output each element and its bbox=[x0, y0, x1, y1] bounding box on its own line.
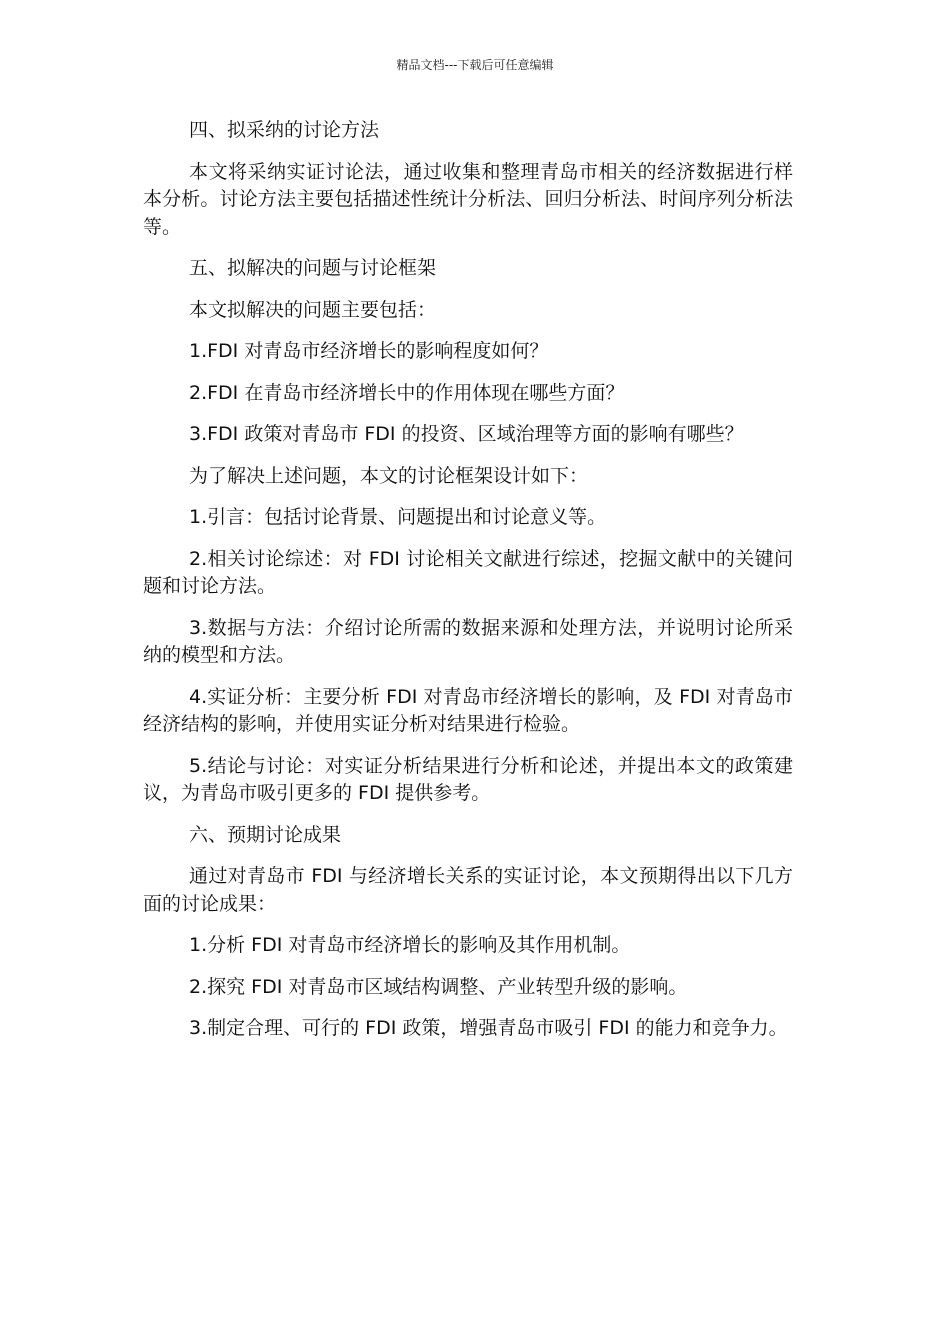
paragraph: 通过对青岛市 FDI 与经济增长关系的实证讨论，本文预期得出以下几方面的讨论成果： bbox=[143, 865, 793, 915]
list-item: 1.FDI 对青岛市经济增长的影响程度如何？ bbox=[189, 340, 549, 362]
list-item: 2.FDI 在青岛市经济增长中的作用体现在哪些方面？ bbox=[189, 381, 625, 404]
paragraph: 本文拟解决的问题主要包括： bbox=[189, 298, 437, 321]
list-item: 3.数据与方法：介绍讨论所需的数据来源和处理方法，并说明讨论所采纳的模型和方法。 bbox=[143, 616, 793, 666]
list-item: 4.实证分析：主要分析 FDI 对青岛市经济增长的影响，及 FDI 对青岛市经济结构的影响，并使用实证分析对结果进行检验。 bbox=[143, 685, 793, 735]
list-item: 5.结论与讨论：对实证分析结果进行分析和论述，并提出本文的政策建议，为青岛市吸引更多的 FDI 提供参考。 bbox=[143, 754, 793, 804]
list-item: 3.制定合理、可行的 FDI 政策，增强青岛市吸引 FDI 的能力和竞争力。 bbox=[189, 1017, 788, 1039]
paragraph: 本文将采纳实证讨论法，通过收集和整理青岛市相关的经济数据进行样本分析。讨论方法主要包括描述性统计分析法、回归分析法、时间序列分析法等。 bbox=[143, 160, 793, 238]
document-body bbox=[143, 117, 793, 1043]
section-heading-5: 五、拟解决的问题与讨论框架 bbox=[189, 257, 437, 279]
list-item: 1.引言：包括讨论背景、问题提出和讨论意义等。 bbox=[189, 506, 607, 528]
list-item: 2.探究 FDI 对青岛市区域结构调整、产业转型升级的影响。 bbox=[189, 975, 688, 998]
list-item: 3.FDI 政策对青岛市 FDI 的投资、区域治理等方面的影响有哪些？ bbox=[189, 423, 744, 445]
list-item: 1.分析 FDI 对青岛市经济增长的影响及其作用机制。 bbox=[189, 934, 631, 956]
paragraph: 为了解决上述问题，本文的讨论框架设计如下： bbox=[189, 464, 589, 487]
page-header: 精品文档---下载后可任意编辑 bbox=[396, 58, 554, 72]
section-heading-4: 四、拟采纳的讨论方法 bbox=[189, 119, 380, 141]
list-item: 2.相关讨论综述：对 FDI 讨论相关文献进行综述，挖掘文献中的关键问题和讨论方法。 bbox=[143, 547, 793, 597]
section-heading-6: 六、预期讨论成果 bbox=[189, 823, 342, 846]
